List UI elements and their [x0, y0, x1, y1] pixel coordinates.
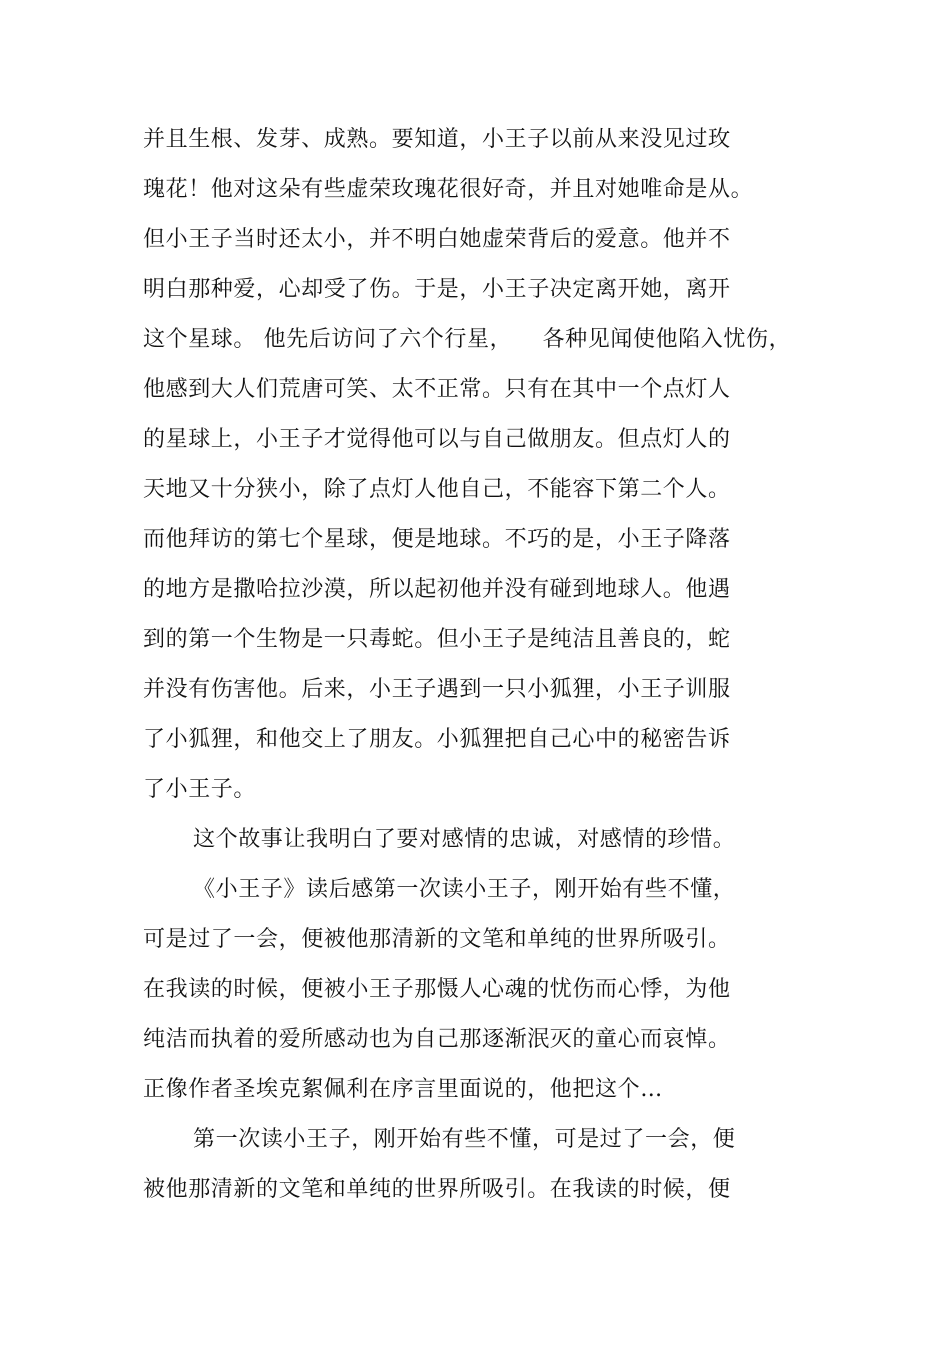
- text-line: 纯洁而执着的爱所感动也为自己那逐渐泯灭的童心而哀悼。: [143, 1027, 731, 1052]
- text-line: 了小狐狸，和他交上了朋友。小狐狸把自己心中的秘密告诉: [143, 727, 731, 752]
- text-line: 正像作者圣埃克絮佩利在序言里面说的，他把这个…: [143, 1077, 663, 1102]
- text-line: 但小王子当时还太小，并不明白她虚荣背后的爱意。他并不: [143, 227, 731, 252]
- text-line: 并没有伤害他。后来，小王子遇到一只小狐狸，小王子训服: [143, 677, 731, 702]
- text-line: 瑰花！他对这朵有些虚荣玫瑰花很好奇，并且对她唯命是从。: [143, 177, 754, 202]
- paragraph-first-line: 这个故事让我明白了要对感情的忠诚，对感情的珍惜。: [193, 827, 736, 852]
- text-line: 可是过了一会，便被他那清新的文笔和单纯的世界所吸引。: [143, 927, 731, 952]
- text-line: 被他那清新的文笔和单纯的世界所吸引。在我读的时候，便: [143, 1177, 731, 1202]
- paragraph-first-line: 《小王子》读后感第一次读小王子，刚开始有些不懂，: [193, 877, 736, 902]
- text-line: 天地又十分狭小，除了点灯人他自己，不能容下第二个人。: [143, 477, 731, 502]
- text-line: 并且生根、发芽、成熟。要知道，小王子以前从来没见过玫: [143, 127, 731, 152]
- text-line: 明白那种爱，心却受了伤。于是，小王子决定离开她，离开: [143, 277, 731, 302]
- text-line: 而他拜访的第七个星球，便是地球。不巧的是，小王子降落: [143, 527, 731, 552]
- text-line: 的星球上，小王子才觉得他可以与自己做朋友。但点灯人的: [143, 427, 731, 452]
- text-line: 在我读的时候，便被小王子那慑人心魂的忧伤而心悸，为他: [143, 977, 731, 1002]
- paragraph-first-line: 第一次读小王子，刚开始有些不懂，可是过了一会，便: [193, 1127, 736, 1152]
- text-line: 他感到大人们荒唐可笑、太不正常。只有在其中一个点灯人: [143, 377, 731, 402]
- text-line: 了小王子。: [143, 777, 257, 802]
- text-line: 到的第一个生物是一只毒蛇。但小王子是纯洁且善良的，蛇: [143, 627, 731, 652]
- text-line: 的地方是撒哈拉沙漠，所以起初他并没有碰到地球人。他遇: [143, 577, 731, 602]
- text-line: 这个星球。 他先后访问了六个行星， 各种见闻使他陷入忧伤，: [143, 327, 792, 352]
